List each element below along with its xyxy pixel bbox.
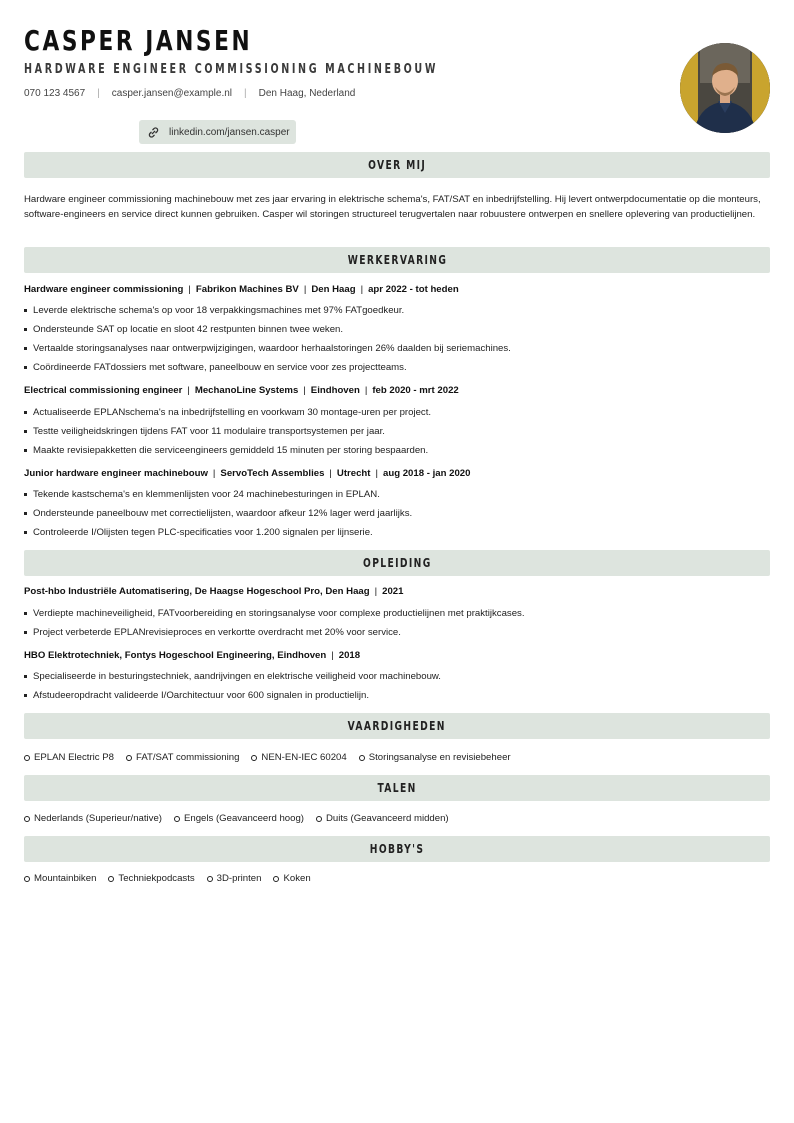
job-heading: Electrical commissioning engineer | MechanoLine Systems | Eindhoven | feb 2020 - mrt 2022 bbox=[24, 385, 459, 396]
section-experience-header: WERKERVARING bbox=[24, 247, 770, 273]
job-heading: Junior hardware engineer machinebouw | ServoTech Assemblies | Utrecht | aug 2018 - jan 2020 bbox=[24, 468, 471, 479]
skill-item: EPLAN Electric P8 bbox=[24, 752, 114, 763]
hobby-item: 3D-printen bbox=[207, 873, 262, 884]
location: Den Haag, Nederland bbox=[258, 88, 356, 99]
skill-item: NEN-EN-IEC 60204 bbox=[251, 752, 346, 763]
list-item: Testte veiligheidskringen tijdens FAT voor 11 modulaire transportsystemen per jaar. bbox=[24, 426, 385, 437]
language-item: Duits (Geavanceerd midden) bbox=[316, 813, 449, 824]
list-item: Tekende kastschema's en klemmenlijsten voor 24 machinebesturingen in EPLAN. bbox=[24, 489, 380, 500]
hobby-item: Mountainbiken bbox=[24, 873, 96, 884]
list-item: Verdiepte machineveiligheid, FATvoorbereiding en storingsanalyse voor complexe productielijnen met praktijkcases. bbox=[24, 608, 525, 619]
avatar bbox=[680, 43, 770, 133]
section-about-header: OVER MIJ bbox=[24, 152, 770, 178]
list-item: Ondersteunde SAT op locatie en sloot 42 restpunten binnen twee weken. bbox=[24, 324, 343, 335]
phone: 070 123 4567 bbox=[24, 88, 86, 99]
list-item: Ondersteunde paneelbouw met correctielijsten, waardoor afkeur 12% lager werd jaarlijks. bbox=[24, 508, 412, 519]
list-item: Project verbeterde EPLANrevisieproces en verkortte overdracht met 20% voor service. bbox=[24, 627, 401, 638]
list-item: Leverde elektrische schema's op voor 18 verpakkingsmachines met 97% FATgoedkeur. bbox=[24, 305, 404, 316]
list-item: Afstudeeropdracht valideerde I/Oarchitectuur voor 600 signalen in productielijn. bbox=[24, 690, 369, 701]
list-item: Coördineerde FATdossiers met software, paneelbouw en service voor zes projectteams. bbox=[24, 362, 407, 373]
contact-line: 070 123 4567 | casper.jansen@example.nl | Den Haag, Nederland bbox=[24, 88, 356, 99]
email[interactable]: casper.jansen@example.nl bbox=[111, 88, 233, 99]
candidate-name: CASPER JANSEN bbox=[24, 24, 253, 57]
job-heading: Hardware engineer commissioning | Fabrikon Machines BV | Den Haag | apr 2022 - tot heden bbox=[24, 284, 459, 295]
hobby-item: Techniekpodcasts bbox=[108, 873, 194, 884]
section-languages-header: TALEN bbox=[24, 775, 770, 801]
section-hobbies-header: HOBBY'S bbox=[24, 836, 770, 862]
link-icon bbox=[147, 126, 160, 139]
list-item: Maakte revisiepakketten die serviceengineers gemiddeld 15 minuten per storing bespaarden. bbox=[24, 445, 428, 456]
education-heading: HBO Elektrotechniek, Fontys Hogeschool Engineering, Eindhoven | 2018 bbox=[24, 650, 361, 661]
job-title: HARDWARE ENGINEER COMMISSIONING MACHINEBOUW bbox=[24, 62, 439, 77]
list-item: Controleerde I/Olijsten tegen PLC-specificaties voor 1.200 signalen per lijnserie. bbox=[24, 527, 373, 538]
list-item: Vertaalde storingsanalyses naar ontwerpwijzigingen, waardoor herhaalstoringen 26% daalden bij seriemachines. bbox=[24, 343, 511, 354]
section-skills-header: VAARDIGHEDEN bbox=[24, 713, 770, 739]
list-item: Actualiseerde EPLANschema's na inbedrijfstelling en voorkwam 30 montage-uren per project. bbox=[24, 407, 431, 418]
skill-item: FAT/SAT commissioning bbox=[126, 752, 239, 763]
language-item: Nederlands (Superieur/native) bbox=[24, 813, 162, 824]
skills-list bbox=[24, 752, 511, 763]
language-item: Engels (Geavanceerd hoog) bbox=[174, 813, 304, 824]
education-heading: Post-hbo Industriële Automatisering, De Haagse Hogeschool Pro, Den Haag | 2021 bbox=[24, 586, 404, 597]
languages-list bbox=[24, 813, 449, 824]
hobby-item: Koken bbox=[273, 873, 310, 884]
hobbies-list bbox=[24, 873, 311, 884]
linkedin-label: linkedin.com/jansen.casper bbox=[169, 126, 290, 138]
section-education-header: OPLEIDING bbox=[24, 550, 770, 576]
skill-item: Storingsanalyse en revisiebeheer bbox=[359, 752, 511, 763]
list-item: Specialiseerde in besturingstechniek, aandrijvingen en elektrische veiligheid voor machinebouw. bbox=[24, 671, 441, 682]
about-text: Hardware engineer commissioning machinebouw met zes jaar ervaring in elektrische schema's, FAT/SAT en inbedrijfstelling. Hij levert ontwerpdocumentatie op die monteurs, software-engineers en service direct kunnen gebruiken. Casper wil storingen structureel terugvertalen naar robuustere ontwerpen en snellere oplevering van productielijnen. bbox=[24, 194, 761, 220]
linkedin-link[interactable] bbox=[139, 120, 296, 144]
